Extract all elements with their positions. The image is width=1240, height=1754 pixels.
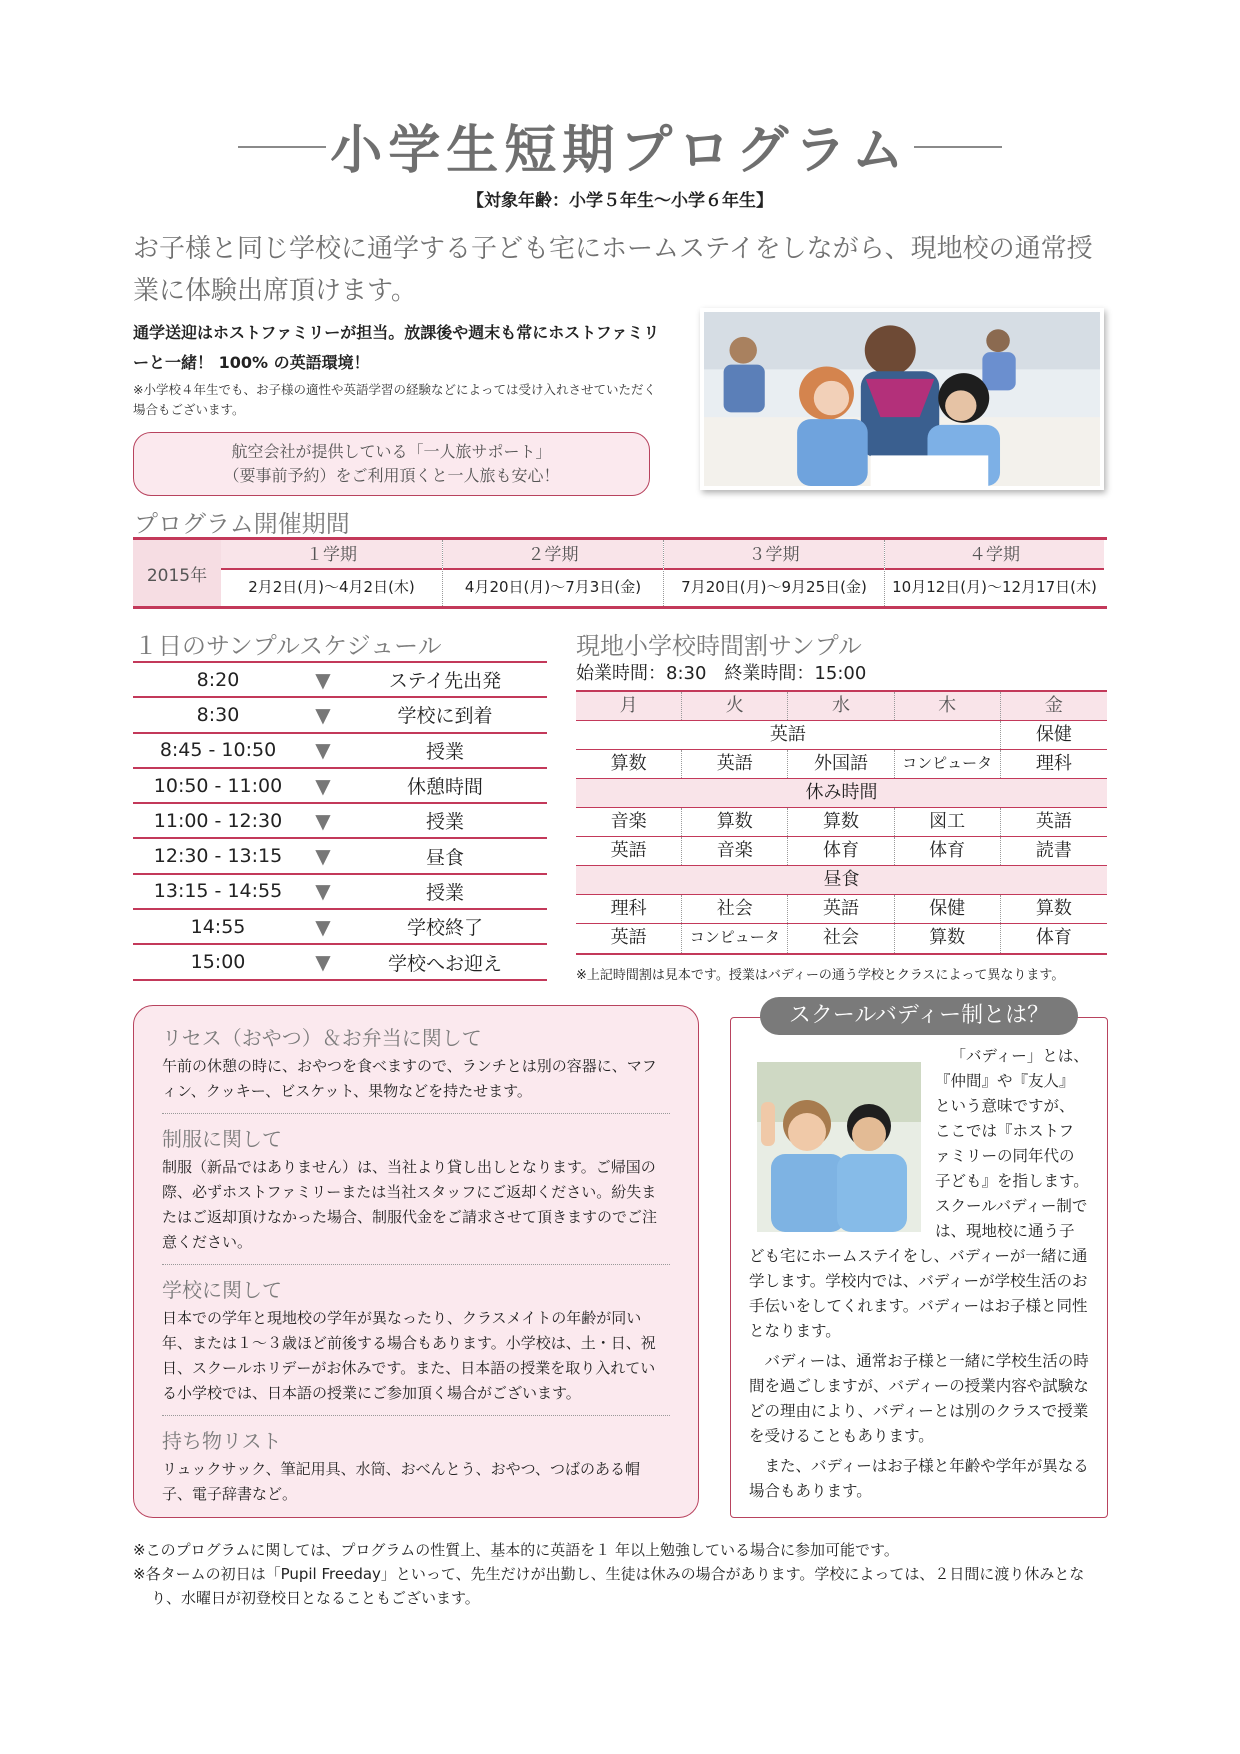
buddy-box: [730, 1017, 1108, 1518]
day-header: 金: [1044, 695, 1063, 716]
info-body-school: 日本での学年と現地校の学年が異なったり、クラスメイトの年齢が同い年、または１～３歳ほど前後する場合もあります。小学校は、土・日、祝日、スクールホリデーがお休みです。また、日本語の授業を取り入れている小学校では、日本語の授業にご参加頂く場合がございます。: [162, 1309, 656, 1402]
timetable-break: 休み時間: [805, 782, 878, 803]
down-triangle-icon: ▼: [315, 914, 331, 939]
day-header: 水: [788, 692, 894, 720]
timetable-cell: 算数: [1035, 898, 1072, 919]
timetable-cell: 英語: [576, 924, 682, 953]
timetable-lunch-row: [576, 866, 1107, 895]
schedule-row: [133, 804, 547, 839]
timetable-cell: 保健: [895, 895, 1001, 923]
buddy-photo: [757, 1062, 921, 1232]
down-triangle-icon: ▼: [315, 844, 331, 869]
schedule-activity: 授業: [425, 811, 464, 834]
down-triangle-icon: ▼: [315, 702, 331, 727]
buddy-paragraph: バディーは、通常お子様と一緒に学校生活の時間を過ごしますが、バディーの授業内容や試験などの理由により、バディーとは別のクラスで授業を受けることもあります。: [749, 1352, 1089, 1445]
footer-notes: [133, 1538, 1113, 1610]
down-triangle-icon: ▼: [315, 773, 331, 798]
buddy-paragraph: 「バディー」とは、『仲間』や『友人』という意味ですが、ここでは『ホストファミリーの同年代の子ども』を指します。スクールバディー制では、現地校に通う子ども宅にホームステイをし、バディーが一緒に通学します。学校内では、バディーが学校生活のお手伝いをしてくれます。バディーはお子様と同性となります。: [749, 1047, 1089, 1340]
timetable-cell: 社会: [788, 924, 894, 953]
info-body-uniform: 制服（新品ではありません）は、当社より貸し出しとなります。ご帰国の際、必ずホストファミリーまたは当社スタッフにご返却ください。紛失またはご返却頂けなかった場合、制服代金をご請求させて頂きますのでご注意ください。: [162, 1158, 658, 1251]
timetable-cell: 体育: [788, 837, 894, 865]
timetable-cell: 算数: [682, 808, 788, 836]
schedule-activity: 授業: [425, 740, 464, 763]
down-triangle-icon: ▼: [315, 808, 331, 833]
classroom-photo: [700, 308, 1104, 490]
info-box: [133, 1005, 699, 1518]
schedule-activity: 学校に到着: [397, 705, 493, 728]
timetable-row: [576, 808, 1107, 837]
schedule-heading: １日のサンプルスケジュール: [134, 632, 442, 660]
timetable-row: [576, 837, 1107, 866]
intro-text: 通学送迎はホストファミリーが担当。放課後や週末も常にホストファミリーと一緒！ 100% の英語環境！: [133, 323, 660, 372]
term-dates: 7月20日(月)～9月25日(金): [681, 578, 867, 596]
footer-note: ※各タームの初日は「Pupil Freeday」といって、先生だけが出勤し、生徒は休みの場合があります。学校によっては、２日間に渡り休みとなり、水曜日が初登校日となることもございます。: [133, 1565, 1085, 1607]
schedule-time: 8:20: [196, 668, 240, 691]
schedule-time: 15:00: [190, 951, 246, 974]
down-triangle-icon: ▼: [315, 738, 331, 763]
timetable-cell: コンピュータ: [895, 750, 1001, 778]
day-header: 月: [576, 692, 682, 720]
info-body-snacks: 午前の休憩の時に、おやつを食べますので、ランチとは別の容器に、マフィン、クッキー、ビスケット、果物などを持たせます。: [162, 1057, 657, 1100]
term-dates: 4月20日(月)～7月3日(金): [464, 578, 642, 596]
timetable-cell: 算数: [788, 808, 894, 836]
timetable-break-row: [576, 779, 1107, 808]
timetable-cell: 音楽: [682, 837, 788, 865]
schedule-activity: 休憩時間: [406, 776, 483, 799]
timetable-cell: 読書: [1035, 840, 1072, 861]
term-name: ２学期: [443, 540, 663, 570]
lead-text: お子様と同じ学校に通学する子ども宅にホームステイをしながら、現地校の通常授業に体験出席頂けます。: [133, 234, 1093, 306]
term-name: ３学期: [664, 540, 884, 570]
schedule-row: [133, 945, 547, 980]
timetable-cell: 保健: [1035, 724, 1072, 745]
down-triangle-icon: ▼: [315, 950, 331, 975]
timetable-cell: 算数: [576, 750, 682, 778]
schedule-row: [133, 769, 547, 804]
timetable-row: [576, 721, 1107, 750]
schedule-time: 11:00 - 12:30: [153, 809, 283, 832]
title-block: [0, 108, 1240, 183]
down-triangle-icon: ▼: [315, 667, 331, 692]
schedule-time: 8:45 - 10:50: [159, 739, 277, 762]
schedule-row: [133, 698, 547, 733]
timetable-row: [576, 895, 1107, 924]
schedule-time: 12:30 - 13:15: [153, 845, 283, 868]
timetable-cell: 音楽: [576, 808, 682, 836]
timetable-header-row: [576, 692, 1107, 721]
timetable-cell: 体育: [1035, 927, 1072, 948]
term-name: １学期: [221, 540, 442, 570]
info-heading-uniform: 制服に関して: [162, 1127, 282, 1151]
timetable-cell: 理科: [576, 895, 682, 923]
page-title: 小学生短期プログラム: [330, 121, 910, 181]
schedule-time: 13:15 - 14:55: [153, 880, 283, 903]
schedule-activity: 昼食: [425, 846, 464, 869]
divider: [162, 1113, 670, 1114]
schedule-activity: 学校終了: [406, 917, 483, 940]
schedule-row: [133, 875, 547, 910]
schedule-activity: 学校へお迎え: [387, 952, 502, 975]
schedule-activity: ステイ先出発: [388, 670, 502, 693]
page-subtitle: 【対象年齢：小学５年生〜小学６年生】: [467, 191, 773, 211]
schedule-time: 10:50 - 11:00: [153, 774, 283, 797]
footer-note: ※このプログラムに関しては、プログラムの性質上、基本的に英語を１ 年以上勉強している場合に参加可能です。: [133, 1541, 899, 1559]
timetable-heading: 現地小学校時間割サンプル: [576, 632, 862, 660]
info-heading-school: 学校に関して: [162, 1278, 282, 1302]
schedule-table: [133, 661, 547, 981]
term-4: [884, 540, 1104, 606]
timetable-cell: 図工: [895, 808, 1001, 836]
timetable-cell-merged: 英語: [576, 721, 1001, 749]
term-3: [663, 540, 884, 606]
support-line-1: 航空会社が提供している「一人旅サポート」: [231, 442, 552, 461]
info-body-belongings: リュックサック、筆記用具、水筒、おべんとう、おやつ、つばのある帽子、電子辞書など。: [162, 1460, 641, 1503]
timetable-row: [576, 750, 1107, 779]
term-name: ４学期: [885, 540, 1104, 570]
schedule-time: 14:55: [190, 915, 246, 938]
timetable-note: ※上記時間割は見本です。授業はバディーの通う学校とクラスによって異なります。: [576, 968, 1065, 983]
solo-travel-support-box: [133, 432, 650, 496]
schedule-activity: 授業: [425, 881, 464, 904]
timetable-lunch: 昼食: [823, 869, 860, 890]
buddy-paragraph: また、バディーはお子様と年齢や学年が異なる場合もあります。: [749, 1457, 1089, 1500]
buddy-title-badge: スクールバディー制とは？: [760, 997, 1078, 1035]
divider: [162, 1415, 670, 1416]
down-triangle-icon: ▼: [315, 879, 331, 904]
schedule-time: 8:30: [196, 703, 240, 726]
term-dates: 10月12日(月)～12月17日(木): [892, 578, 1097, 596]
schedule-row: [133, 734, 547, 769]
timetable-cell: 英語: [1035, 811, 1072, 832]
schedule-row: [133, 663, 547, 698]
school-hours: 始業時間：8:30 終業時間：15:00: [576, 663, 867, 684]
timetable: [576, 690, 1107, 955]
term-2: [442, 540, 663, 606]
period-table: [133, 537, 1107, 609]
timetable-cell: 算数: [895, 924, 1001, 953]
divider: [162, 1264, 670, 1265]
timetable-cell: 英語: [682, 750, 788, 778]
timetable-cell: 英語: [576, 837, 682, 865]
timetable-row: [576, 924, 1107, 953]
term-1: [221, 540, 442, 606]
support-line-2: （要事前予約）をご利用頂くと一人旅も安心！: [223, 466, 560, 485]
period-heading: プログラム開催期間: [134, 510, 350, 538]
timetable-cell: 社会: [682, 895, 788, 923]
timetable-cell: 体育: [895, 837, 1001, 865]
timetable-cell: 理科: [1035, 753, 1072, 774]
day-header: 火: [682, 692, 788, 720]
intro-note: ※小学校４年生でも、お子様の適性や英語学習の経験などによっては受け入れさせていただく場合もございます。: [133, 382, 656, 417]
period-year: 2015年: [133, 540, 221, 606]
schedule-row: [133, 910, 547, 945]
info-heading-belongings: 持ち物リスト: [162, 1429, 282, 1453]
timetable-cell: 外国語: [788, 750, 894, 778]
schedule-row: [133, 839, 547, 874]
timetable-cell: 英語: [788, 895, 894, 923]
term-dates: 2月2日(月)～4月2日(木): [248, 578, 415, 596]
day-header: 木: [895, 692, 1001, 720]
info-heading-snacks: リセス（おやつ）＆お弁当に関して: [162, 1026, 482, 1050]
timetable-cell: コンピュータ: [682, 924, 788, 953]
